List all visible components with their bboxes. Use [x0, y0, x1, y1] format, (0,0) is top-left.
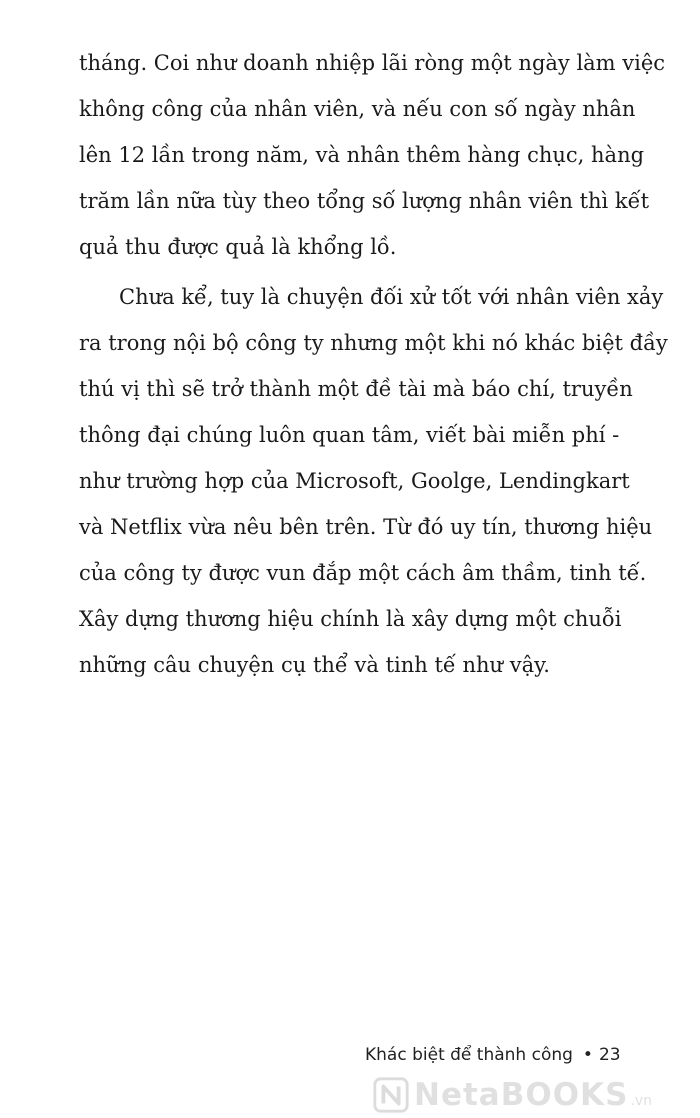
text-line: thông đại chúng luôn quan tâm, viết bài miễn phí - [79, 423, 620, 447]
text-line: của công ty được vun đắp một cách âm thầm, tinh tế. [79, 561, 647, 585]
watermark [372, 1075, 692, 1115]
footer-separator: • [582, 1045, 593, 1065]
text-line: tháng. Coi như doanh nhiệp lãi ròng một ngày làm việc [79, 51, 666, 75]
text-line: quả thu được quả là khổng lồ. [79, 235, 397, 259]
paragraph-2 [79, 274, 668, 688]
text-line: Xây dựng thương hiệu chính là xây dựng một chuỗi [79, 607, 622, 631]
book-title: Khác biệt để thành công [365, 1045, 573, 1065]
text-line: những câu chuyện cụ thể và tinh tế như vậy. [79, 653, 550, 677]
netabooks-logo-icon [372, 1076, 410, 1114]
page-body [79, 40, 668, 688]
text-line: lên 12 lần trong năm, và nhân thêm hàng chục, hàng [79, 143, 645, 167]
watermark-suffix: .vn [630, 1093, 652, 1109]
text-line: Chưa kể, tuy là chuyện đối xử tốt với nhân viên xảy [119, 285, 664, 309]
paragraph-1 [79, 40, 666, 270]
page-number: 23 [598, 1045, 621, 1065]
text-line: ra trong nội bộ công ty nhưng một khi nó khác biệt đầy [79, 331, 668, 355]
text-line: thú vị thì sẽ trở thành một đề tài mà báo chí, truyền [79, 377, 633, 401]
text-line: như trường hợp của Microsoft, Goolge, Lendingkart [79, 469, 630, 493]
text-line: và Netflix vừa nêu bên trên. Từ đó uy tín, thương hiệu [79, 515, 653, 539]
page-footer [365, 1045, 621, 1065]
text-line: không công của nhân viên, và nếu con số ngày nhân [79, 97, 636, 121]
watermark-text: NetaBOOKS [414, 1077, 629, 1113]
text-line: trăm lần nữa tùy theo tổng số lượng nhân viên thì kết [79, 189, 650, 213]
